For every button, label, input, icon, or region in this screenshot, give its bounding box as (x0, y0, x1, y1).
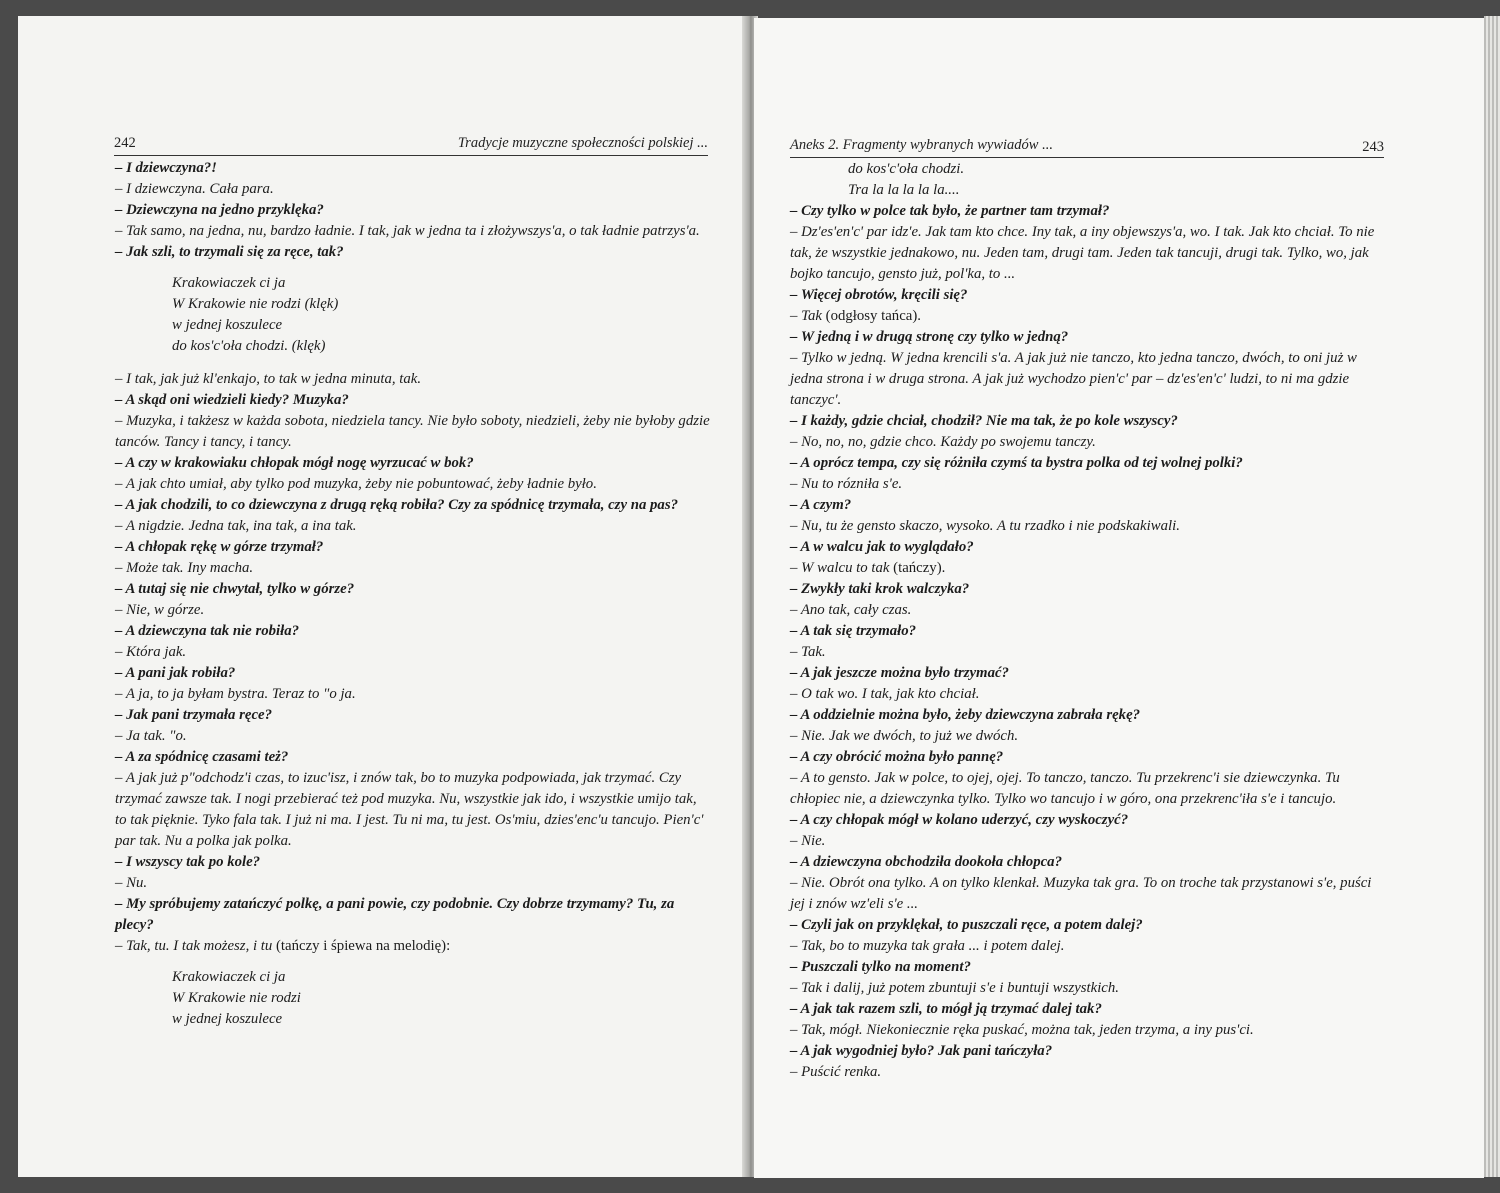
interview-question: – A za spódnicę czasami też? (115, 749, 289, 765)
interview-answer: – Muzyka, i takżesz w każda sobota, niedziela tancy. Nie było soboty, niedzieli, żeby nie byłoby gdzie tanców. Tancy i tancy, i tancy. (115, 413, 710, 450)
interview-answer: – A jak chto umiał, aby tylko pod muzyka, żeby nie pobuntować, żeby ładnie było. (115, 476, 597, 492)
interview-question: – A dziewczyna obchodziła dookoła chłopca? (790, 854, 1062, 870)
interview-answer: – Nie. Jak we dwóch, to już we dwóch. (790, 728, 1019, 744)
interview-answer: – No, no, no, gdzie chco. Każdy po swojemu tanczy. (790, 434, 1096, 450)
stage-note: (tańczy i śpiewa na melodię): (272, 938, 451, 954)
interview-question: – A czy w krakowiaku chłopak mógł nogę wyrzucać w bok? (115, 455, 474, 471)
interview-question: – A dziewczyna tak nie robiła? (115, 623, 300, 639)
interview-answer: – Tak. (790, 644, 826, 660)
interview-question: – Czyli jak on przyklękał, to puszczali ręce, a potem dalej? (790, 917, 1143, 933)
interview-answer: – Puścić renka. (790, 1064, 882, 1080)
right-page-text (790, 159, 1386, 1083)
interview-question: – A jak tak razem szli, to mógł ją trzymać dalej tak? (790, 1001, 1102, 1017)
verse-line: W Krakowie nie rodzi (172, 990, 301, 1006)
interview-question: – Zwykły taki krok walczyka? (790, 581, 970, 597)
left-page (18, 16, 746, 1177)
interview-answer: – Tak samo, na jedna, nu, bardzo ładnie. I tak, jak w jedna ta i złożywszys'a, o tak ładnie patrzys'a. (115, 223, 700, 239)
interview-question: – A oddzielnie można było, żeby dziewczyna zabrała rękę? (790, 707, 1141, 723)
interview-answer: – Nu to rózniła s'e. (790, 476, 903, 492)
interview-answer: – A ja, to ja byłam bystra. Teraz to "o ja. (115, 686, 356, 702)
interview-question: – A czym? (790, 497, 852, 513)
interview-question: – I dziewczyna?! (115, 160, 217, 176)
interview-answer: – O tak wo. I tak, jak kto chciał. (790, 686, 980, 702)
interview-question: – Więcej obrotów, kręcili się? (790, 287, 968, 303)
interview-answer (790, 558, 1386, 579)
interview-answer: – A nigdzie. Jedna tak, ina tak, a ina tak. (115, 518, 357, 534)
interview-answer: – Nu, tu że gensto skaczo, wysoko. A tu rzadko i nie podskakiwali. (790, 518, 1180, 534)
interview-answer: – A jak już p"odchodz'i czas, to izuc'isz, i znów tak, bo to muzyka podpowiada, jak trzymać. Czy trzymać zawsze tak. I nogi przebierać też pod muzyka. Nu, wszystkie jak ido, i wszystkie umijo tak, to tak pięknie. Tyko fala tak. I już ni ma. I jest. Tu ni ma, tu jest. Os'miu, dzies'enc'u tancujo. Pien'c' par tak. Nu a polka jak polka. (115, 770, 704, 849)
right-page-header (790, 135, 1384, 158)
interview-answer (115, 936, 711, 957)
page-number: 243 (1362, 139, 1384, 155)
interview-question: – A tak się trzymało? (790, 623, 917, 639)
interview-answer (790, 306, 1386, 327)
verse-line: Krakowiaczek ci ja (172, 275, 286, 291)
interview-question: – I każdy, gdzie chciał, chodził? Nie ma tak, że po kole wszyscy? (790, 413, 1178, 429)
song-verse (790, 159, 1386, 201)
left-page-header (114, 133, 708, 156)
verse-line: w jednej koszulece (172, 1011, 283, 1027)
right-page (754, 18, 1484, 1178)
song-verse (115, 967, 711, 1030)
answer-speech: – Tak (790, 308, 822, 324)
interview-question: – I wszyscy tak po kole? (115, 854, 261, 870)
interview-answer: – Ano tak, cały czas. (790, 602, 912, 618)
interview-question: – A oprócz tempa, czy się różniła czymś ta bystra polka od tej wolnej polki? (790, 455, 1243, 471)
verse-line: w jednej koszulece (172, 317, 283, 333)
interview-question: – A w walcu jak to wyglądało? (790, 539, 974, 555)
interview-question: – My spróbujemy zatańczyć polkę, a pani powie, czy podobnie. Czy dobrze trzymamy? Tu, za plecy? (115, 896, 675, 933)
interview-answer: – I dziewczyna. Cała para. (115, 181, 274, 197)
interview-question: – Puszczali tylko na moment? (790, 959, 971, 975)
stage-note: (odgłosy tańca). (821, 308, 921, 324)
interview-answer: – I tak, jak już kl'enkajo, to tak w jedna minuta, tak. (115, 371, 422, 387)
verse-line: W Krakowie nie rodzi (klęk) (172, 296, 339, 312)
interview-answer: – Ja tak. "o. (115, 728, 187, 744)
interview-answer: – Nu. (115, 875, 148, 891)
interview-question: – Dziewczyna na jedno przyklęka? (115, 202, 324, 218)
interview-answer: – Nie. (790, 833, 826, 849)
answer-speech: – W walcu to tak (790, 560, 890, 576)
interview-answer: – Tak, bo to muzyka tak grała ... i potem dalej. (790, 938, 1065, 954)
interview-answer: – Tylko w jedną. W jedna krencili s'a. A jak już nie tanczo, kto jedna tanczo, dwóch, to oni już w jedna strona i w druga strona. A jak już wychodzo pien'c' par – dz'es'en'c' ludzi, to ni ma gdzie tanczyc'. (790, 350, 1357, 408)
interview-question: – A tutaj się nie chwytał, tylko w górze? (115, 581, 355, 597)
verse-line: do kos'c'oła chodzi. (klęk) (172, 338, 326, 354)
interview-question: – A czy chłopak mógł w kolano uderzyć, czy wyskoczyć? (790, 812, 1129, 828)
interview-answer: – Nie. Obrót ona tylko. A on tylko klenkał. Muzyka tak gra. To on troche tak przystanowi s'e, puści jej i znów wz'eli s'e ... (790, 875, 1372, 912)
interview-question: – A jak chodzili, to co dziewczyna z drugą ręką robiła? Czy za spódnicę trzymała, czy na pas? (115, 497, 678, 513)
interview-question: – A chłopak rękę w górze trzymał? (115, 539, 324, 555)
interview-question: – A skąd oni wiedzieli kiedy? Muzyka? (115, 392, 349, 408)
interview-answer: – Która jak. (115, 644, 187, 660)
interview-question: – A jak wygodniej było? Jak pani tańczyła? (790, 1043, 1053, 1059)
interview-answer: – A to gensto. Jak w polce, to ojej, ojej. To tanczo, tanczo. Tu przekrenc'i sie dziewczynka. Tu chłopiec nie, a dziewczynka tylko. Tylko wo tancujo i w góro, ona przekrenc'iła s'e i tancujo. (790, 770, 1340, 807)
interview-question: – Jak szli, to trzymali się za ręce, tak? (115, 244, 344, 260)
interview-answer: – Tak i dalij, już potem zbuntuji s'e i buntuji wszystkich. (790, 980, 1119, 996)
interview-answer: – Tak, mógł. Niekoniecznie ręka puskać, można tak, jeden trzyma, a iny pus'ci. (790, 1022, 1254, 1038)
interview-answer: – Dz'es'en'c' par idz'e. Jak tam kto chce. Iny tak, a iny objewszys'a, wo. I tak. Jak kto chciał. To nie tak, że wszystkie jednakowo, nu. Jeden tam, drugi tam. Jeden tak tancuji, drugi tak. Tylko, wo, jak bojko tancujo, gensto już, pol'ka, to ... (790, 224, 1375, 282)
interview-answer: – Może tak. Iny macha. (115, 560, 254, 576)
song-verse (115, 273, 711, 357)
interview-question: – Czy tylko w polce tak było, że partner tam trzymał? (790, 203, 1110, 219)
page-number: 242 (114, 135, 136, 151)
interview-question: – Jak pani trzymała ręce? (115, 707, 273, 723)
left-page-text (115, 158, 711, 1042)
stage-note: (tańczy). (889, 560, 946, 576)
interview-answer: – Nie, w górze. (115, 602, 205, 618)
interview-question: – A pani jak robiła? (115, 665, 236, 681)
verse-line: Krakowiaczek ci ja (172, 969, 286, 985)
running-head: Aneks 2. Fragmenty wybranych wywiadów ... (790, 137, 1053, 153)
interview-question: – A jak jeszcze można było trzymać? (790, 665, 1009, 681)
running-head: Tradycje muzyczne społeczności polskiej ... (457, 135, 708, 151)
answer-speech: – Tak, tu. I tak możesz, i tu (115, 938, 273, 954)
interview-question: – A czy obrócić można było pannę? (790, 749, 1004, 765)
verse-line: do kos'c'oła chodzi. (848, 161, 965, 177)
page-edge-strip (1484, 16, 1500, 1177)
interview-question: – W jedną i w drugą stronę czy tylko w jedną? (790, 329, 1069, 345)
verse-line: Tra la la la la la.... (848, 182, 960, 198)
